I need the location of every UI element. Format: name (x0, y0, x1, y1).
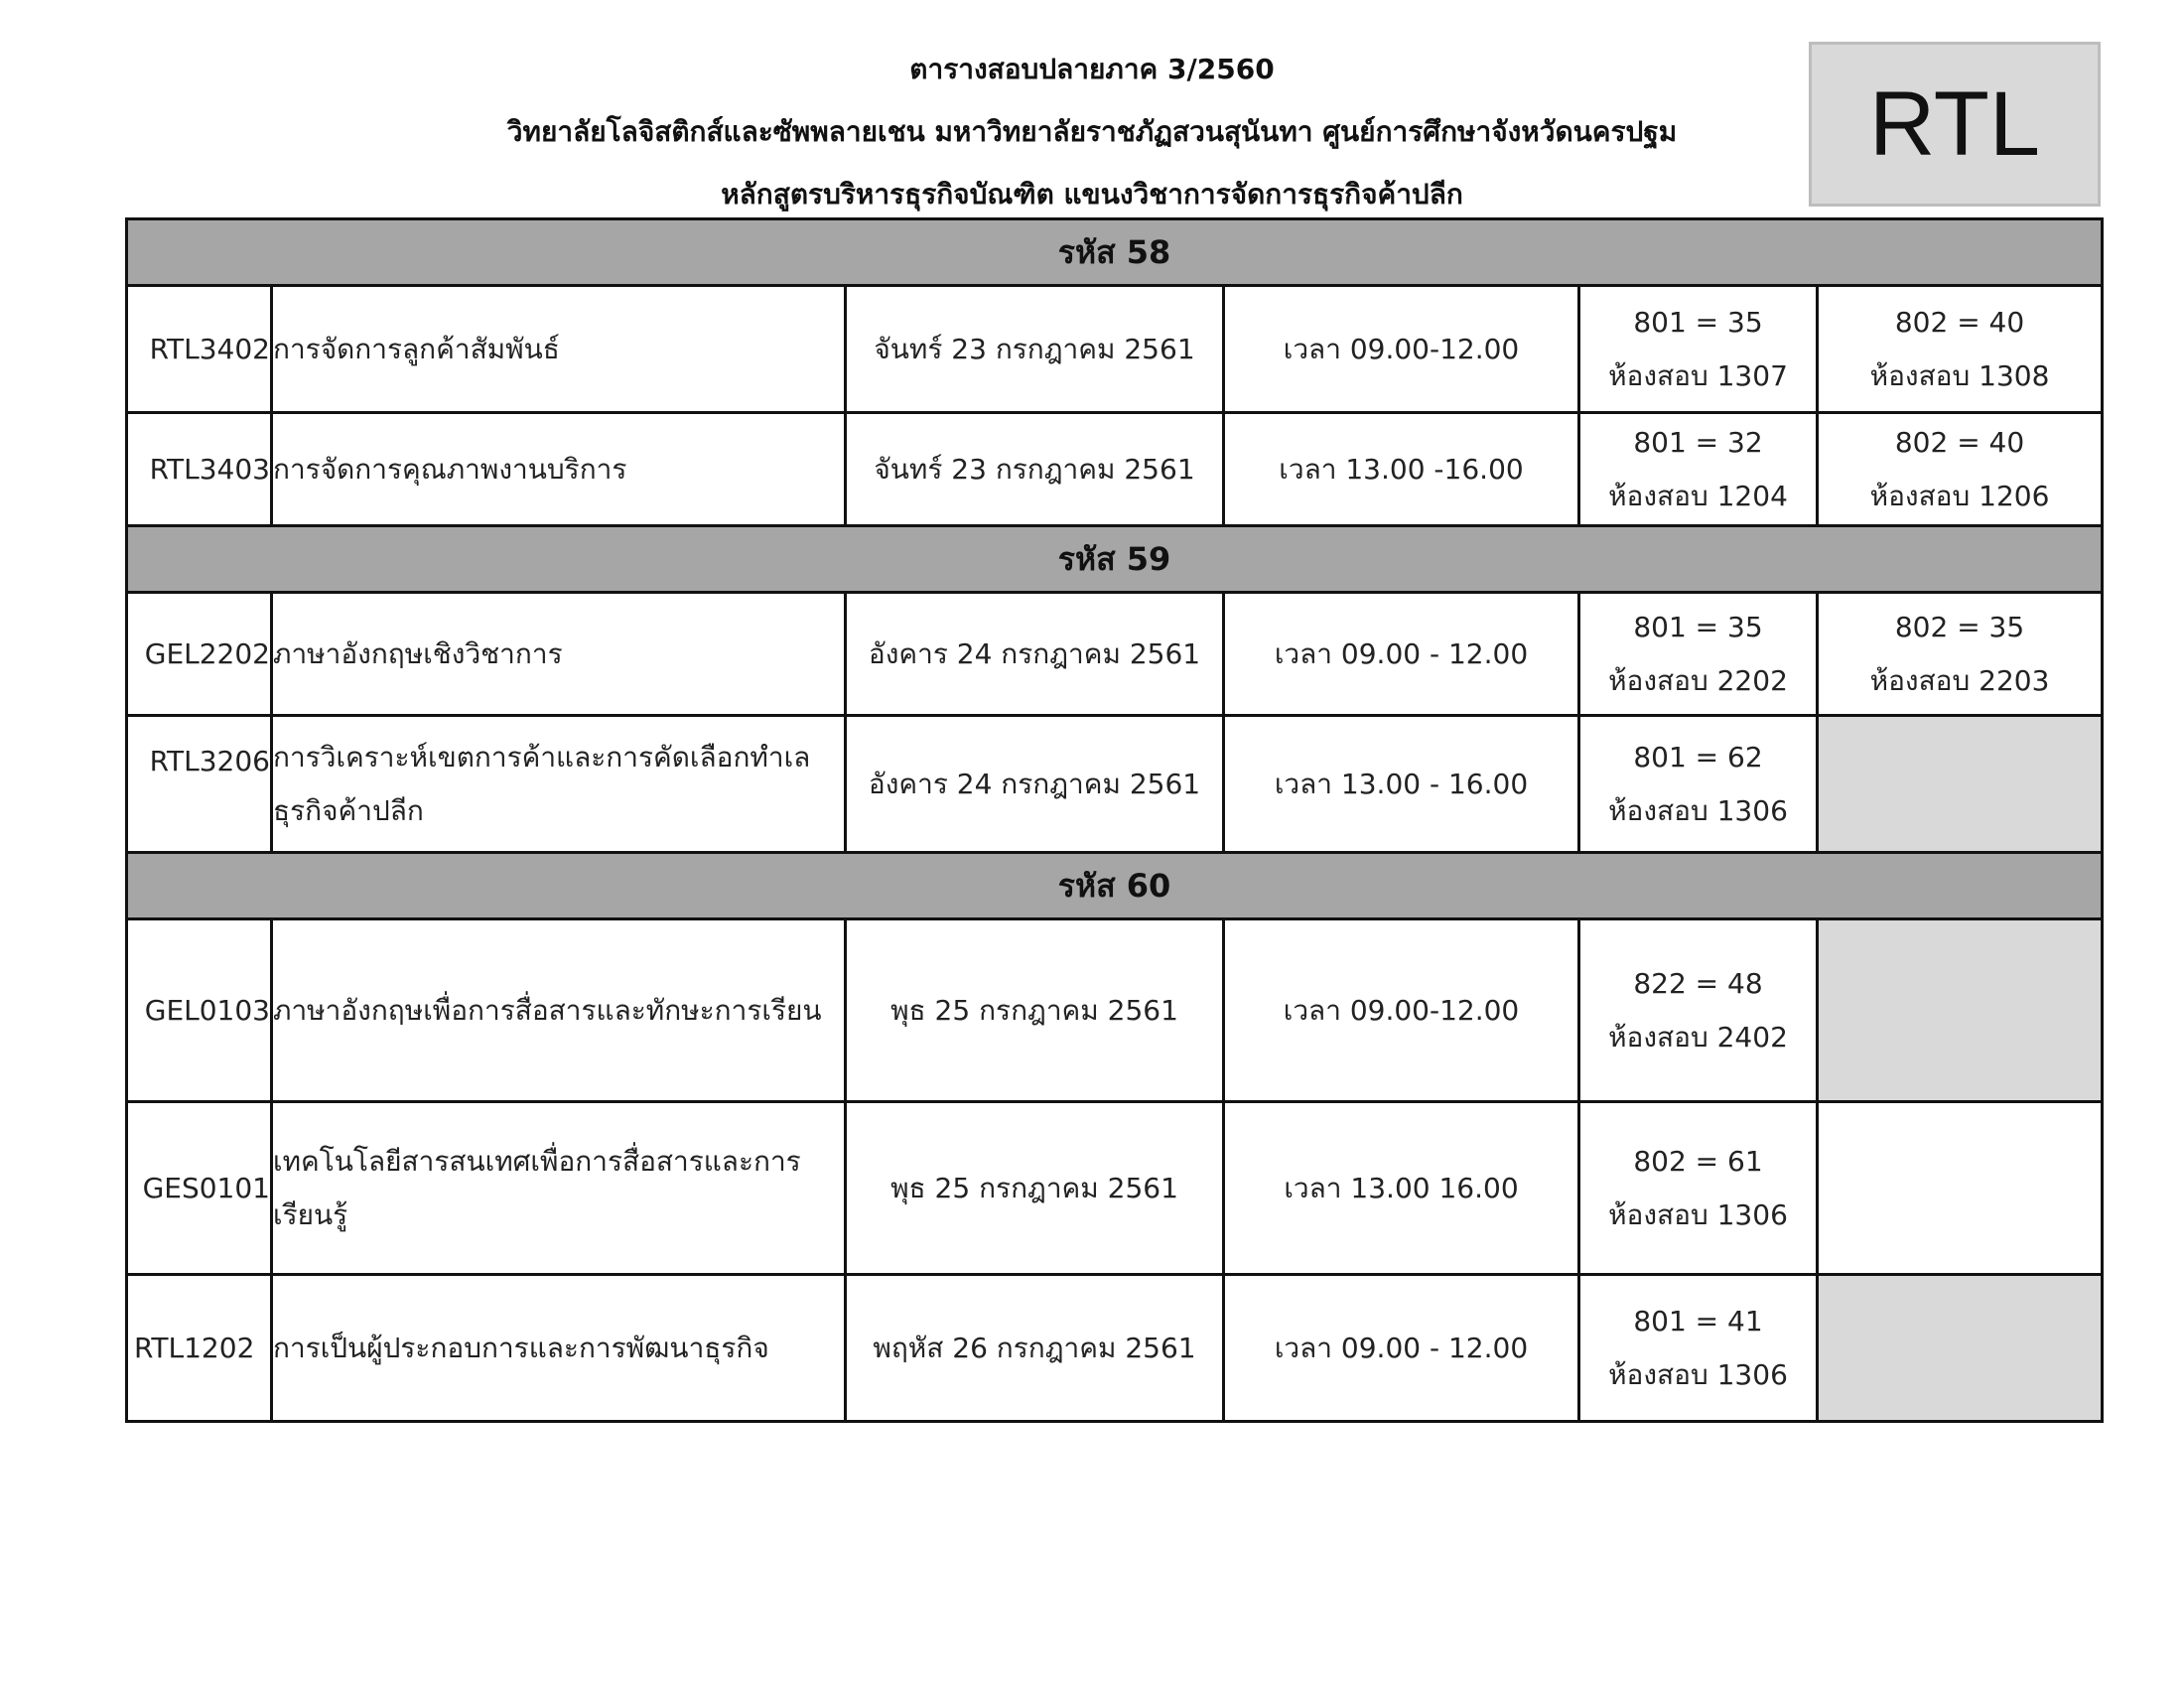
course-name (272, 1102, 846, 1275)
section-header-59 (127, 526, 2103, 593)
exam-room: ห้องสอบ 2402 (1608, 1020, 1788, 1054)
exam-date: จันทร์ 23 กรกฎาคม 2561 (846, 413, 1224, 526)
exam-room: ห้องสอบ 2203 (1869, 663, 2050, 697)
course-name-line: การวิเคราะห์เขตการค้าและการคัดเลือกทำเล (273, 740, 811, 774)
exam-room: ห้องสอบ 1307 (1608, 358, 1788, 392)
section-header-58 (127, 219, 2103, 286)
exam-room: ห้องสอบ 1306 (1608, 793, 1788, 827)
section-label: รหัส 59 (127, 526, 2103, 593)
exam-time: เวลา 13.00 - 16.00 (1224, 716, 1579, 853)
student-count: 802 = 40 (1894, 425, 2025, 459)
course-code: RTL3403 (127, 413, 272, 526)
room-group-2 (1818, 286, 2103, 413)
exam-room: ห้องสอบ 2202 (1608, 663, 1788, 697)
course-name: ภาษาอังกฤษเพื่อการสื่อสารและทักษะการเรียน (272, 919, 846, 1102)
exam-room: ห้องสอบ 1204 (1608, 479, 1788, 512)
student-count: 801 = 35 (1633, 305, 1763, 339)
exam-date: พุธ 25 กรกฎาคม 2561 (846, 1102, 1224, 1275)
student-count: 801 = 35 (1633, 610, 1763, 643)
exam-date: จันทร์ 23 กรกฎาคม 2561 (846, 286, 1224, 413)
room-group-1 (1579, 1102, 1818, 1275)
exam-room: ห้องสอบ 1306 (1608, 1357, 1788, 1391)
table-row (127, 1275, 2103, 1422)
exam-time: เวลา 09.00-12.00 (1224, 286, 1579, 413)
program-code-badge: RTL (1809, 42, 2101, 207)
empty-room-cell (1818, 1275, 2103, 1422)
course-code: RTL3402 (127, 286, 272, 413)
course-name: การจัดการลูกค้าสัมพันธ์ (272, 286, 846, 413)
course-name-line: เทคโนโลยีสารสนเทศเพื่อการสื่อสารและการ (273, 1144, 801, 1178)
empty-room-cell (1818, 716, 2103, 853)
section-label: รหัส 58 (127, 219, 2103, 286)
student-count: 801 = 41 (1633, 1304, 1763, 1337)
room-group-1 (1579, 919, 1818, 1102)
course-name: การจัดการคุณภาพงานบริการ (272, 413, 846, 526)
student-count: 802 = 40 (1894, 305, 2025, 339)
empty-room-cell (1818, 919, 2103, 1102)
room-group-1 (1579, 1275, 1818, 1422)
exam-time: เวลา 09.00 - 12.00 (1224, 1275, 1579, 1422)
college-name: วิทยาลัยโลจิสติกส์และซัพพลายเชน มหาวิทยาลัยราชภัฏสวนสุนันทา ศูนย์การศึกษาจังหวัดนครปฐม (506, 115, 1678, 148)
document-header (377, 38, 1807, 225)
room-group-1 (1579, 593, 1818, 716)
table-row (127, 1102, 2103, 1275)
exam-room: ห้องสอบ 1306 (1608, 1197, 1788, 1231)
student-count: 822 = 48 (1633, 966, 1763, 1000)
course-code: RTL3206 (127, 716, 272, 853)
student-count: 801 = 62 (1633, 740, 1763, 774)
course-name-line: เรียนรู้ (273, 1197, 348, 1231)
exam-date: พุธ 25 กรกฎาคม 2561 (846, 919, 1224, 1102)
exam-time: เวลา 13.00 -16.00 (1224, 413, 1579, 526)
exam-time: เวลา 13.00 16.00 (1224, 1102, 1579, 1275)
section-label: รหัส 60 (127, 853, 2103, 919)
program-name: หลักสูตรบริหารธุรกิจบัณฑิต แขนงวิชาการจัดการธุรกิจค้าปลีก (721, 178, 1463, 211)
exam-room: ห้องสอบ 1308 (1869, 358, 2050, 392)
exam-date: อังคาร 24 กรกฎาคม 2561 (846, 716, 1224, 853)
section-header-60 (127, 853, 2103, 919)
table-row (127, 919, 2103, 1102)
course-code: GEL2202 (127, 593, 272, 716)
room-group-2 (1818, 593, 2103, 716)
empty-room-cell (1818, 1102, 2103, 1275)
table-row (127, 593, 2103, 716)
student-count: 802 = 35 (1894, 610, 2025, 643)
exam-schedule-table (125, 217, 2104, 1423)
exam-time: เวลา 09.00 - 12.00 (1224, 593, 1579, 716)
student-count: 802 = 61 (1633, 1144, 1763, 1178)
course-code: GEL0103 (127, 919, 272, 1102)
room-group-1 (1579, 286, 1818, 413)
course-name: ภาษาอังกฤษเชิงวิชาการ (272, 593, 846, 716)
room-group-1 (1579, 413, 1818, 526)
exam-date: อังคาร 24 กรกฎาคม 2561 (846, 593, 1224, 716)
course-name: การเป็นผู้ประกอบการและการพัฒนาธุรกิจ (272, 1275, 846, 1422)
exam-room: ห้องสอบ 1206 (1869, 479, 2050, 512)
course-code: GES0101 (127, 1102, 272, 1275)
course-name (272, 716, 846, 853)
course-name-line: ธุรกิจค้าปลีก (273, 793, 424, 827)
exam-date: พฤหัส 26 กรกฎาคม 2561 (846, 1275, 1224, 1422)
table-row (127, 716, 2103, 853)
table-row (127, 413, 2103, 526)
exam-title: ตารางสอบปลายภาค 3/2560 (909, 53, 1275, 85)
student-count: 801 = 32 (1633, 425, 1763, 459)
room-group-2 (1818, 413, 2103, 526)
exam-time: เวลา 09.00-12.00 (1224, 919, 1579, 1102)
table-row (127, 286, 2103, 413)
room-group-1 (1579, 716, 1818, 853)
course-code: RTL1202 (127, 1275, 272, 1422)
